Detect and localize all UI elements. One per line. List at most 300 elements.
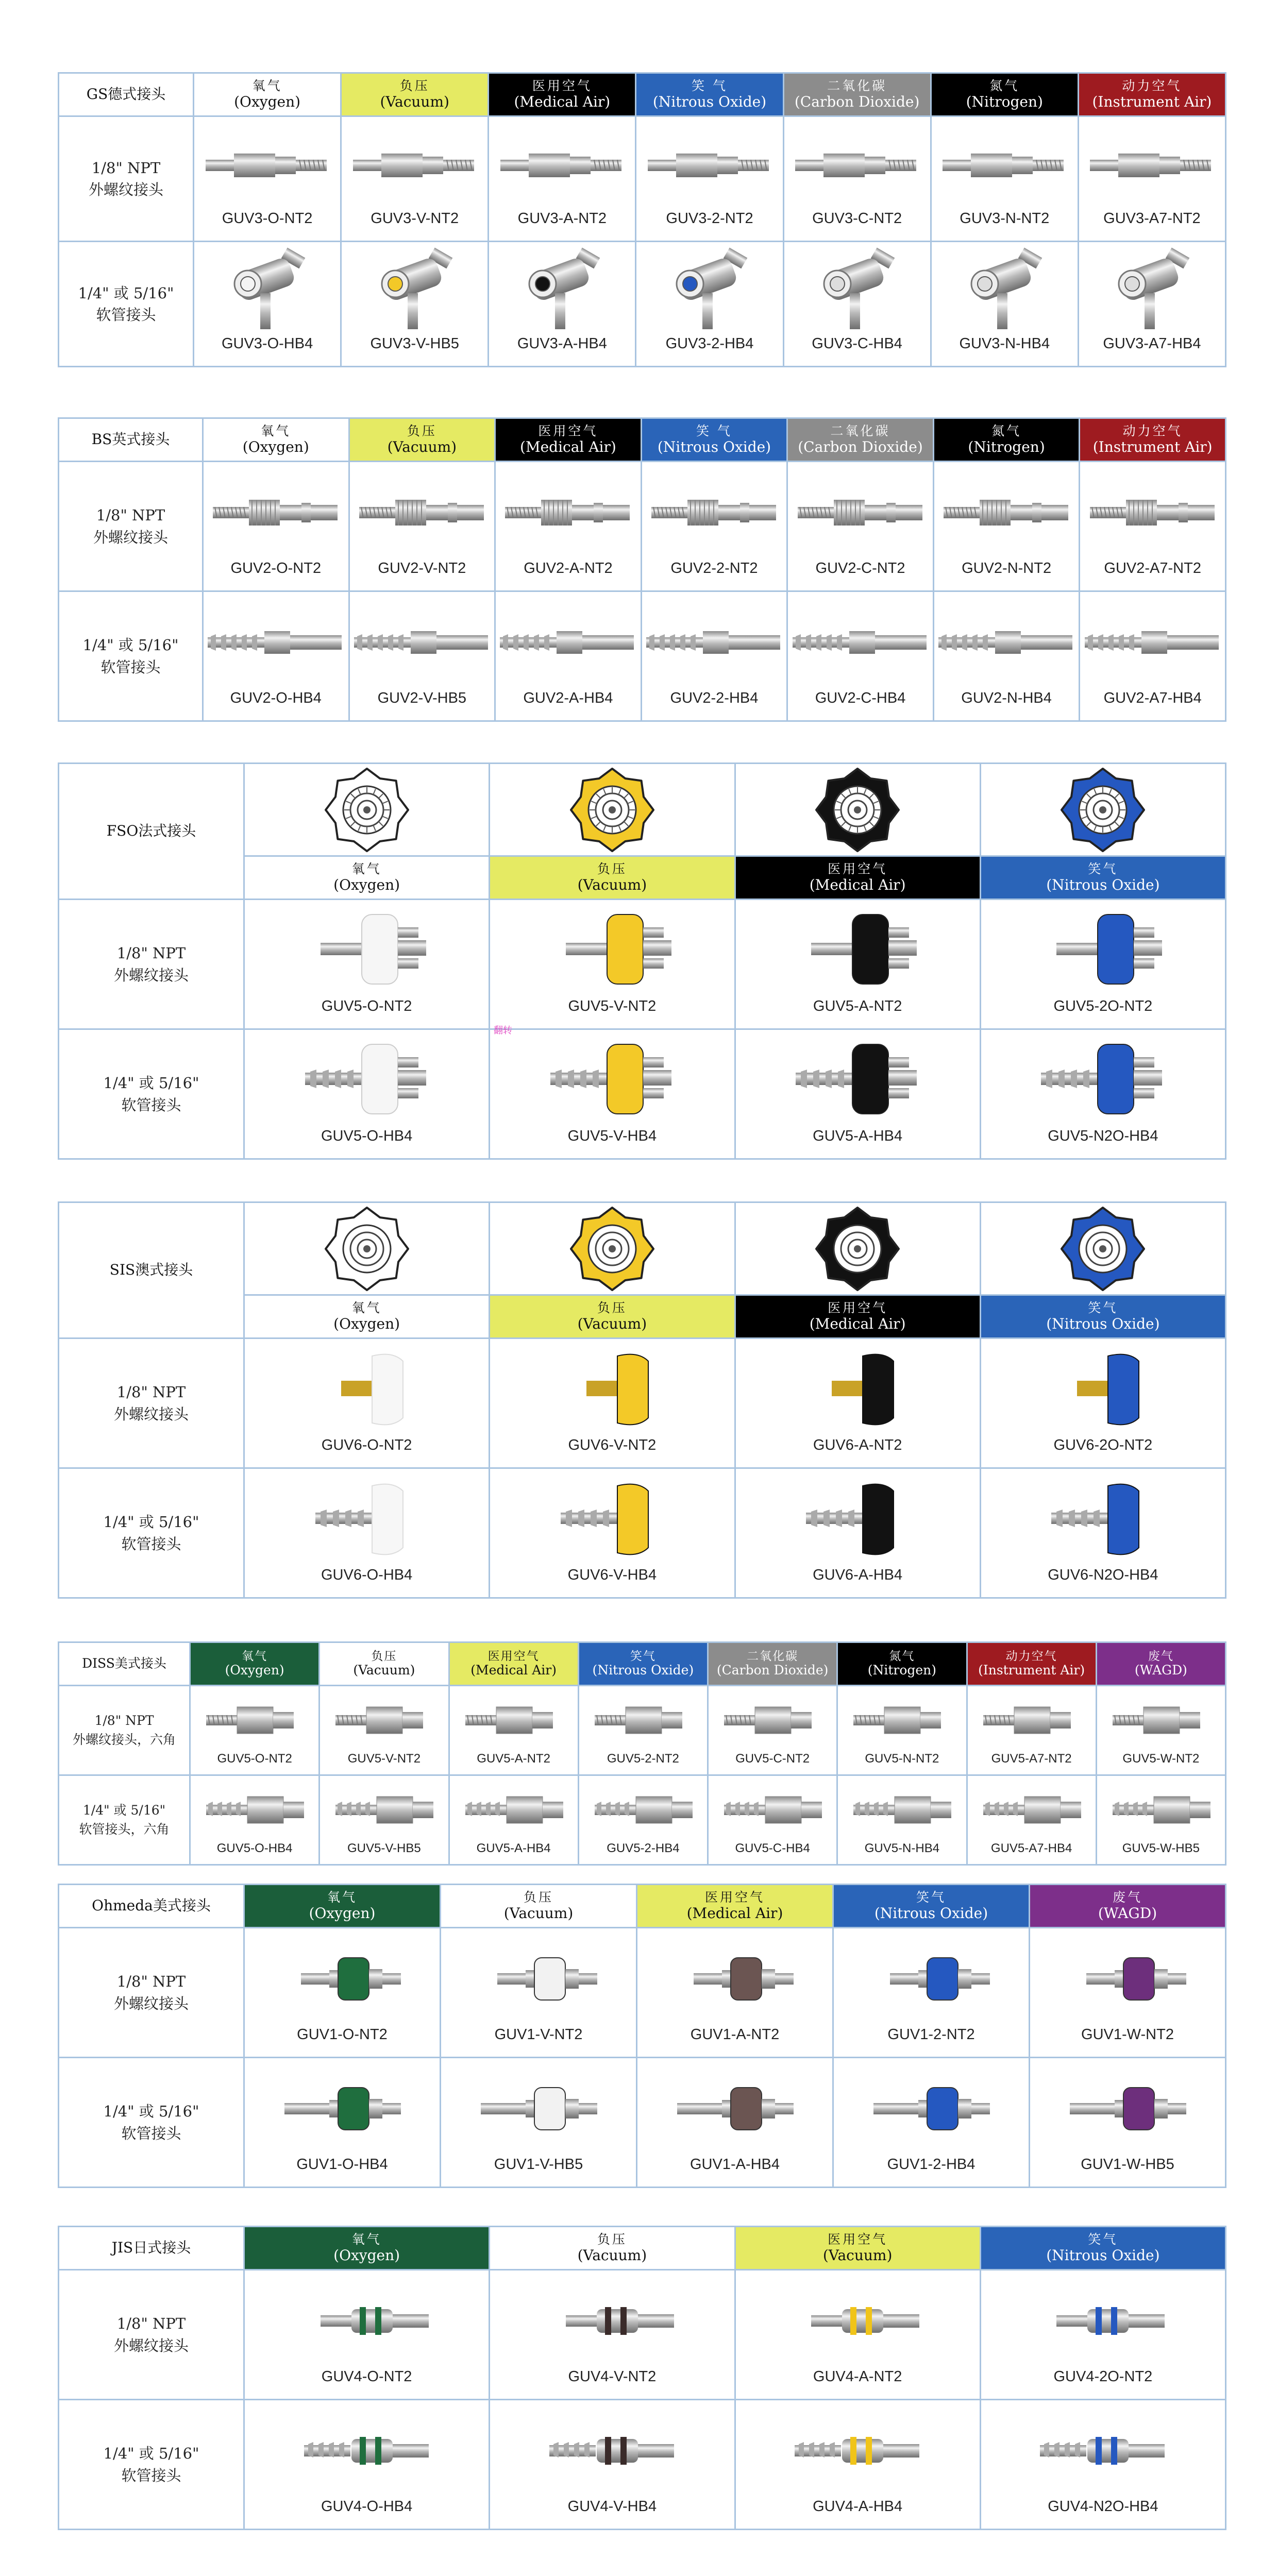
fitting-type-line: 外螺纹接头 [93, 528, 168, 546]
product-image [511, 247, 614, 336]
product-cell [320, 1775, 449, 1865]
product-code: GUV5-2O-NT2 [1053, 998, 1153, 1014]
gas-name-en: (Medical Air) [520, 438, 616, 455]
fitting-type-line: 1/8" NPT [116, 1383, 186, 1401]
product-cell [980, 2270, 1225, 2400]
product-code: GUV3-V-NT2 [371, 210, 459, 227]
gas-header-1 [349, 418, 495, 462]
product-image [462, 1789, 565, 1833]
product-code: GUV1-O-HB4 [296, 2156, 388, 2173]
product-code: GUV1-A-HB4 [690, 2156, 780, 2173]
fitting-type-label [59, 1928, 244, 2058]
gas-name-cn: 笑气 [630, 1649, 656, 1663]
product-image [658, 247, 761, 336]
sis-connector-table [58, 1201, 1226, 1599]
product-image [310, 1476, 424, 1565]
ohmeda-connector-table [58, 1884, 1226, 2188]
product-code: GUV5-V-HB5 [347, 1841, 421, 1855]
gas-header-5 [931, 73, 1078, 116]
gas-name-cn: 二氧化碳 [827, 78, 887, 94]
product-cell [320, 1686, 449, 1775]
product-image [545, 1037, 679, 1126]
product-cell [449, 1775, 578, 1865]
product-cell [244, 2058, 441, 2188]
product-cell [837, 1686, 967, 1775]
product-code: GUV6-A-NT2 [813, 1437, 902, 1453]
gas-name-en: (Vacuum) [353, 1663, 415, 1678]
product-cell [1096, 1686, 1225, 1775]
product-image [1066, 1951, 1189, 2009]
product-code: GUV1-W-NT2 [1081, 2026, 1174, 2043]
product-code: GUV5-A-HB4 [476, 1841, 551, 1855]
product-cell [735, 900, 980, 1029]
gas-header-0 [194, 73, 341, 116]
fitting-type-line: 软管接头，六角 [79, 1821, 170, 1837]
fitting-type-line: 1/8" NPT [116, 2315, 186, 2333]
product-image [310, 1346, 424, 1435]
product-code: GUV6-V-NT2 [568, 1437, 657, 1453]
gas-name-cn: 负压 [407, 423, 437, 439]
gas-name-cn: 氧气 [242, 1649, 268, 1663]
product-code: GUV6-V-HB4 [567, 1567, 657, 1583]
gas-header-2 [735, 2227, 980, 2270]
gas-header-2 [637, 1885, 833, 1928]
product-cell [349, 462, 495, 591]
gas-header-3 [980, 2227, 1225, 2270]
product-cell [495, 591, 642, 721]
product-image [790, 142, 924, 191]
gas-name-en: (Oxygen) [333, 876, 400, 893]
gas-header-4 [1030, 1885, 1226, 1928]
fitting-type-label [59, 116, 194, 242]
product-code: GUV6-O-HB4 [321, 1567, 413, 1583]
product-cell [933, 591, 1080, 721]
gas-header-1 [490, 2227, 735, 2270]
gas-header-2 [735, 1295, 980, 1338]
connector-face-cell [490, 1202, 735, 1295]
product-code: GUV5-O-NT2 [321, 998, 412, 1014]
gas-header-6 [1078, 73, 1225, 116]
product-cell [203, 462, 349, 591]
gas-header-1 [341, 73, 489, 116]
product-cell [489, 242, 636, 367]
product-cell [980, 900, 1225, 1029]
product-image [791, 907, 924, 996]
gas-name-cn: 负压 [371, 1649, 397, 1663]
gas-name-en: (Medical Air) [470, 1663, 557, 1678]
product-code: GUV1-W-HB5 [1081, 2156, 1174, 2173]
gas-name-en: (Vacuum) [387, 438, 457, 455]
gas-header-1 [490, 856, 735, 900]
product-cell [490, 900, 735, 1029]
gas-name-en: (Carbon Dioxide) [716, 1663, 829, 1678]
product-cell [1080, 462, 1226, 591]
product-code: GUV5-O-HB4 [321, 1128, 413, 1144]
product-cell [194, 116, 341, 242]
gas-name-cn: 氧气 [327, 1890, 357, 1905]
product-image [980, 1789, 1083, 1833]
product-cell [980, 1029, 1225, 1159]
product-image [348, 142, 482, 191]
product-code: GUV6-A-HB4 [813, 1567, 903, 1583]
product-code: GUV5-O-NT2 [217, 1752, 292, 1766]
gas-name-en: (Nitrous Oxide) [657, 438, 771, 455]
product-image [794, 489, 928, 538]
gas-name-en: (Instrument Air) [978, 1663, 1085, 1678]
product-code: GUV3-A-HB4 [517, 335, 607, 352]
product-cell [490, 1468, 735, 1598]
gas-header-3 [980, 856, 1225, 900]
standard-title: BS英式接头 [59, 418, 203, 462]
gas-name-cn: 笑 气 [696, 423, 732, 439]
product-code: GUV2-A-HB4 [523, 690, 613, 706]
gas-name-en: (Carbon Dioxide) [798, 438, 923, 455]
diss-connector-table [58, 1641, 1226, 1866]
gas-name-en: (Nitrogen) [966, 93, 1043, 110]
fitting-type-label [59, 1775, 190, 1865]
fitting-type-line: 1/4" 或 5/16" [82, 636, 179, 654]
gas-header-3 [833, 1885, 1030, 1928]
product-cell [787, 591, 934, 721]
gas-name-en: (Vacuum) [577, 876, 647, 893]
gas-name-en: (Medical Air) [809, 1315, 906, 1332]
product-image [545, 907, 679, 996]
gas-name-cn: 医用空气 [532, 78, 592, 94]
product-image [1046, 1476, 1159, 1565]
product-cell [735, 1029, 980, 1159]
product-image [1036, 2428, 1170, 2476]
product-cell [441, 1928, 637, 2058]
product-cell [1030, 2058, 1226, 2188]
connector-face-cell [244, 764, 490, 856]
product-code: GUV1-O-NT2 [297, 2026, 388, 2043]
bs-connector-table [58, 417, 1226, 722]
connector-face-cell [980, 764, 1225, 856]
gas-name-cn: 负压 [399, 78, 430, 94]
product-code: GUV4-O-HB4 [321, 2498, 413, 2515]
product-code: GUV1-A-NT2 [690, 2026, 780, 2043]
product-cell [967, 1686, 1096, 1775]
gas-header-4 [708, 1642, 837, 1686]
product-image [501, 489, 635, 538]
product-image [1085, 142, 1219, 191]
product-code: GUV1-2-NT2 [887, 2026, 975, 2043]
gas-name-cn: 医用空气 [704, 1890, 765, 1905]
gas-name-en: (Medical Air) [686, 1904, 783, 1922]
gas-header-3 [578, 1642, 708, 1686]
gas-name-en: (Nitrous Oxide) [592, 1663, 694, 1678]
gas-header-2 [489, 73, 636, 116]
fitting-type-label [59, 1029, 244, 1159]
fitting-type-line: 1/8" NPT [116, 944, 186, 962]
fitting-type-line: 1/8" NPT [91, 159, 161, 177]
fitting-type-line: 软管接头 [96, 306, 156, 324]
product-code: GUV2-N-NT2 [962, 560, 1052, 577]
product-code: GUV3-2-NT2 [666, 210, 753, 227]
gas-name-en: (Oxygen) [333, 1315, 400, 1332]
gas-name-cn: 动力空气 [1122, 423, 1183, 439]
fitting-type-label [59, 2058, 244, 2188]
product-image [216, 247, 319, 336]
product-code: GUV5-2-NT2 [607, 1752, 679, 1766]
gas-name-en: (WAGD) [1134, 1663, 1187, 1678]
product-image [300, 2298, 434, 2346]
product-cell [1078, 116, 1225, 242]
product-image [204, 622, 348, 665]
product-image [801, 1476, 914, 1565]
product-image [1086, 489, 1220, 538]
gas-header-6 [1080, 418, 1226, 462]
fitting-type-line: 1/4" 或 5/16" [103, 1513, 199, 1531]
product-image [477, 2080, 600, 2139]
gas-name-cn: 医用空气 [828, 1300, 888, 1316]
product-code: GUV6-N2O-HB4 [1048, 1567, 1158, 1583]
product-image [496, 622, 640, 665]
product-cell [341, 242, 489, 367]
gas-name-cn: 笑气 [916, 1890, 946, 1905]
product-code: GUV5-C-NT2 [735, 1752, 810, 1766]
product-image [939, 489, 1073, 538]
standard-title: DISS美式接头 [59, 1642, 190, 1686]
gas-name-en: (Oxygen) [242, 438, 309, 455]
product-code: GUV5-V-NT2 [568, 998, 657, 1014]
gas-header-1 [441, 1885, 637, 1928]
fitting-type-line: 1/8" NPT [96, 506, 165, 524]
product-cell [980, 1338, 1225, 1468]
gas-name-en: (Medical Air) [809, 876, 906, 893]
gas-header-0 [244, 856, 490, 900]
product-code: GUV2-A7-NT2 [1104, 560, 1201, 577]
gas-name-en: (Medical Air) [514, 93, 611, 110]
gas-name-cn: 二氧化碳 [747, 1649, 799, 1663]
gas-name-en: (Vacuum) [577, 2246, 647, 2264]
product-code: GUV2-V-HB5 [377, 690, 467, 706]
product-image [350, 622, 494, 665]
product-image [647, 489, 781, 538]
product-image [850, 1789, 953, 1833]
gas-name-en: (Nitrous Oxide) [1046, 1315, 1160, 1332]
product-code: GUV3-A-NT2 [517, 210, 607, 227]
product-cell [244, 1029, 490, 1159]
fitting-type-line: 软管接头 [100, 658, 161, 676]
product-code: GUV4-N2O-HB4 [1048, 2498, 1158, 2515]
product-image [721, 1789, 824, 1833]
product-cell [489, 116, 636, 242]
gas-name-cn: 负压 [597, 1300, 627, 1316]
product-code: GUV5-O-HB4 [216, 1841, 293, 1855]
fitting-type-line: 1/4" 或 5/16" [82, 1803, 166, 1818]
gas-header-5 [837, 1642, 967, 1686]
product-code: GUV2-V-NT2 [378, 560, 466, 577]
gas-name-cn: 动力空气 [1005, 1649, 1057, 1663]
product-code: GUV2-2-HB4 [670, 690, 759, 706]
gas-name-cn: 二氧化碳 [830, 423, 890, 439]
product-image [934, 622, 1079, 665]
fitting-type-line: 软管接头 [121, 1096, 181, 1114]
gas-name-en: (Vacuum) [822, 2246, 893, 2264]
product-image [980, 1700, 1083, 1743]
product-cell [341, 116, 489, 242]
gas-name-cn: 笑气 [1088, 861, 1118, 877]
product-cell [636, 242, 783, 367]
product-cell [735, 2270, 980, 2400]
product-code: GUV5-2-HB4 [607, 1841, 680, 1855]
fitting-type-label [59, 591, 203, 721]
gas-name-en: (Oxygen) [333, 2246, 400, 2264]
product-cell [578, 1775, 708, 1865]
product-cell [735, 1338, 980, 1468]
fitting-type-line: 1/4" 或 5/16" [103, 2445, 199, 2463]
product-code: GUV3-2-HB4 [665, 335, 754, 352]
gas-name-cn: 负压 [597, 2232, 627, 2247]
gas-name-en: (Carbon Dioxide) [794, 93, 920, 110]
product-code: GUV5-W-NT2 [1122, 1752, 1200, 1766]
fitting-type-line: 外螺纹接头 [113, 2336, 189, 2354]
gas-header-0 [203, 418, 349, 462]
product-image [203, 1700, 306, 1743]
connector-face-image [1059, 766, 1147, 854]
connector-face-cell [490, 764, 735, 856]
gas-name-en: (Nitrous Oxide) [1046, 876, 1160, 893]
product-image [953, 247, 1056, 336]
fitting-type-line: 软管接头 [121, 1535, 181, 1553]
gas-header-0 [190, 1642, 320, 1686]
product-image [332, 1789, 435, 1833]
gas-header-0 [244, 1295, 490, 1338]
product-cell [244, 2270, 490, 2400]
standard-title: FSO法式接头 [59, 764, 244, 900]
gas-name-cn: 负压 [597, 861, 627, 877]
product-code: GUV5-N-NT2 [865, 1752, 939, 1766]
product-code: GUV6-2O-NT2 [1053, 1437, 1153, 1453]
product-cell [490, 1029, 735, 1159]
gas-header-3 [641, 418, 787, 462]
product-image [462, 1700, 565, 1743]
gas-name-cn: 氧气 [351, 2232, 382, 2247]
product-image [1036, 2298, 1170, 2346]
product-image [1036, 907, 1170, 996]
gas-name-cn: 笑气 [1088, 2232, 1118, 2247]
product-image [556, 1346, 669, 1435]
product-code: GUV2-A7-HB4 [1103, 690, 1202, 706]
product-cell [735, 1468, 980, 1598]
product-image [592, 1789, 695, 1833]
product-image [1046, 1346, 1159, 1435]
gas-header-2 [495, 418, 642, 462]
gas-name-en: (Nitrous Oxide) [652, 93, 767, 110]
gas-header-4 [787, 418, 934, 462]
product-cell [244, 900, 490, 1029]
product-code: GUV4-O-NT2 [321, 2368, 412, 2385]
gas-header-0 [244, 1885, 441, 1928]
product-code: GUV3-A7-HB4 [1103, 335, 1201, 352]
product-cell [931, 116, 1078, 242]
fitting-type-line: 1/8" NPT [116, 1973, 186, 1991]
gas-header-1 [320, 1642, 449, 1686]
gas-header-2 [449, 1642, 578, 1686]
product-code: GUV2-C-HB4 [815, 690, 906, 706]
gas-name-cn: 动力空气 [1122, 78, 1182, 94]
product-code: GUV3-O-HB4 [221, 335, 313, 352]
fitting-type-line: 外螺纹接头 [113, 1994, 189, 2012]
product-cell [578, 1686, 708, 1775]
product-image [791, 1037, 924, 1126]
product-image [1109, 1789, 1213, 1833]
standard-title: Ohmeda美式接头 [59, 1885, 244, 1928]
fitting-type-label [59, 242, 194, 367]
fitting-type-label [59, 2400, 244, 2530]
product-image [791, 2428, 924, 2476]
product-image [300, 1037, 434, 1126]
gas-name-en: (Nitrogen) [867, 1663, 937, 1678]
product-image [1036, 1037, 1170, 1126]
product-image [788, 622, 933, 665]
product-code: GUV4-V-NT2 [568, 2368, 657, 2385]
product-cell [1030, 1928, 1226, 2058]
product-code: GUV5-V-HB4 [567, 1128, 657, 1144]
connector-face-cell [735, 1202, 980, 1295]
jis-connector-table [58, 2226, 1226, 2530]
product-image [869, 2080, 993, 2139]
product-code: GUV2-N-HB4 [961, 690, 1052, 706]
gas-name-cn: 氮气 [889, 1649, 915, 1663]
product-code: GUV3-C-NT2 [812, 210, 902, 227]
product-code: GUV5-A-NT2 [477, 1752, 550, 1766]
gas-name-en: (Vacuum) [503, 1904, 574, 1922]
connector-face-image [323, 766, 411, 854]
product-image [280, 2080, 404, 2139]
product-code: GUV3-A7-NT2 [1103, 210, 1201, 227]
gas-header-3 [636, 73, 783, 116]
fitting-type-label [59, 1468, 244, 1598]
product-cell [833, 2058, 1030, 2188]
product-cell [203, 591, 349, 721]
product-image [280, 1951, 404, 2009]
product-image [1100, 247, 1203, 336]
gas-name-cn: 氧气 [351, 861, 382, 877]
product-image [805, 247, 909, 336]
product-code: GUV3-V-HB5 [370, 335, 459, 352]
product-image [203, 1789, 306, 1833]
product-cell [490, 1338, 735, 1468]
gas-name-en: (Vacuum) [577, 1315, 647, 1332]
gs-connector-table [58, 72, 1226, 367]
gas-name-en: (Instrument Air) [1092, 438, 1213, 455]
gas-header-7 [1096, 1642, 1225, 1686]
product-image [850, 1700, 953, 1743]
gas-name-en: (Oxygen) [234, 93, 301, 110]
product-cell [349, 591, 495, 721]
product-code: GUV1-V-NT2 [494, 2026, 583, 2043]
product-cell [641, 462, 787, 591]
gas-header-5 [933, 418, 1080, 462]
product-code: GUV5-A7-NT2 [991, 1752, 1072, 1766]
gas-header-0 [244, 2227, 490, 2270]
gas-name-cn: 氧气 [261, 423, 291, 439]
product-cell [708, 1775, 837, 1865]
gas-name-en: (Nitrogen) [968, 438, 1045, 455]
product-code: GUV2-O-HB4 [230, 690, 322, 706]
product-image [642, 622, 786, 665]
product-code: GUV2-A-NT2 [524, 560, 613, 577]
product-image [673, 2080, 797, 2139]
gas-name-cn: 负压 [523, 1890, 553, 1905]
product-cell [783, 116, 931, 242]
product-image [643, 142, 777, 191]
fitting-type-line: 1/8" NPT [94, 1713, 154, 1728]
product-cell [833, 1928, 1030, 2058]
product-cell [449, 1686, 578, 1775]
